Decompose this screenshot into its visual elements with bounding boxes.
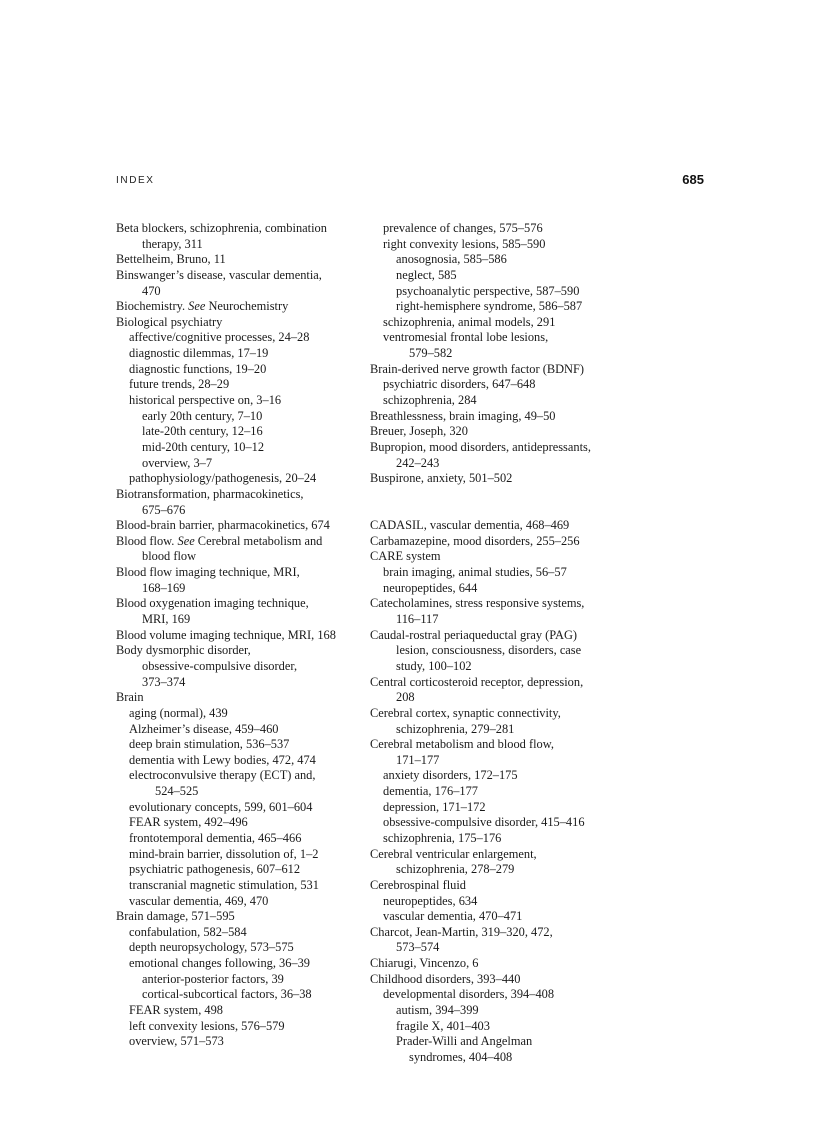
index-subentry: pathophysiology/pathogenesis, 20–24 (129, 471, 317, 486)
index-entry: Buspirone, anxiety, 501–502 (370, 471, 513, 486)
index-entry: CADASIL, vascular dementia, 468–469 (370, 518, 570, 533)
index-subentry: Alzheimer’s disease, 459–460 (129, 721, 279, 736)
index-entry: Binswanger’s disease, vascular dementia, (116, 267, 322, 282)
index-entry: Central corticosteroid receptor, depression, (370, 674, 584, 689)
index-entry: Bupropion, mood disorders, antidepressants, (370, 439, 591, 454)
index-entry: Cerebral cortex, synaptic connectivity, (370, 705, 561, 720)
index-subentry: syndromes, 404–408 (409, 1049, 513, 1064)
index-subentry: anosognosia, 585–586 (396, 252, 507, 267)
index-subentry: schizophrenia, 279–281 (396, 721, 515, 736)
index-subentry: therapy, 311 (142, 236, 203, 251)
index-subentry: vascular dementia, 469, 470 (129, 893, 269, 908)
index-entry: Caudal-rostral periaqueductal gray (PAG) (370, 627, 578, 642)
index-subentry: developmental disorders, 394–408 (383, 987, 555, 1002)
index-entry: Breuer, Joseph, 320 (370, 424, 468, 439)
index-entry: Brain damage, 571–595 (116, 909, 235, 924)
index-subentry: depth neuropsychology, 573–575 (129, 940, 294, 955)
index-subentry: 470 (142, 283, 161, 298)
index-subentry: 373–374 (142, 674, 186, 689)
running-head: INDEX (116, 175, 155, 186)
index-entry: Blood oxygenation imaging technique, (116, 596, 309, 611)
index-subentry: obsessive-compulsive disorder, (142, 658, 298, 673)
index-entry: Body dysmorphic disorder, (116, 643, 251, 658)
page-number: 685 (682, 172, 704, 187)
index-subentry: right convexity lesions, 585–590 (383, 236, 546, 251)
index-subentry: 242–243 (396, 455, 440, 470)
index-entry: Chiarugi, Vincenzo, 6 (370, 956, 479, 971)
index-entry: Biotransformation, pharmacokinetics, (116, 486, 304, 501)
index-subentry: neuropeptides, 644 (383, 580, 478, 595)
index-subentry: 524–525 (155, 784, 199, 799)
index-subentry: electroconvulsive therapy (ECT) and, (129, 768, 316, 783)
index-entry: Cerebral ventricular enlargement, (370, 846, 537, 861)
index-subentry: obsessive-compulsive disorder, 415–416 (383, 815, 585, 830)
index-subentry: aging (normal), 439 (129, 705, 228, 720)
index-subentry: brain imaging, animal studies, 56–57 (383, 565, 567, 580)
index-subentry: mind-brain barrier, dissolution of, 1–2 (129, 846, 319, 861)
index-entry: Beta blockers, schizophrenia, combination (116, 221, 327, 235)
index-subentry: overview, 571–573 (129, 1034, 224, 1049)
index-subentry: vascular dementia, 470–471 (383, 909, 523, 924)
index-entry: Cerebral metabolism and blood flow, (370, 737, 554, 752)
index-subentry: deep brain stimulation, 536–537 (129, 737, 290, 752)
index-subentry: schizophrenia, 278–279 (396, 862, 515, 877)
index-subentry: ventromesial frontal lobe lesions, (383, 330, 549, 345)
index-subentry: 208 (396, 690, 415, 705)
index-entry: Blood flow imaging technique, MRI, (116, 565, 300, 580)
index-subentry: blood flow (142, 549, 197, 564)
index-entry: Carbamazepine, mood disorders, 255–256 (370, 533, 580, 548)
index-subentry: 573–574 (396, 940, 440, 955)
index-subentry: fragile X, 401–403 (396, 1018, 490, 1033)
index-subentry: FEAR system, 492–496 (129, 815, 248, 830)
index-subentry: neuropeptides, 634 (383, 893, 478, 908)
index-entry: Blood-brain barrier, pharmacokinetics, 674 (116, 518, 330, 533)
index-subentry: Prader-Willi and Angelman (396, 1034, 533, 1049)
index-subentry: prevalence of changes, 575–576 (383, 221, 543, 235)
index-subentry: psychiatric pathogenesis, 607–612 (129, 862, 301, 877)
index-entry: Brain-derived nerve growth factor (BDNF) (370, 361, 585, 376)
index-subentry: psychoanalytic perspective, 587–590 (396, 283, 580, 298)
index-subentry: overview, 3–7 (142, 455, 213, 470)
index-subentry: transcranial magnetic stimulation, 531 (129, 877, 319, 892)
section-gap (370, 487, 600, 503)
index-subentry: dementia, 176–177 (383, 784, 478, 799)
index-subentry: autism, 394–399 (396, 1003, 479, 1018)
index-subentry: early 20th century, 7–10 (142, 408, 263, 423)
index-subentry: late-20th century, 12–16 (142, 424, 263, 439)
index-subentry: study, 100–102 (396, 658, 472, 673)
index-subentry: evolutionary concepts, 599, 601–604 (129, 799, 313, 814)
index-subentry: affective/cognitive processes, 24–28 (129, 330, 310, 345)
index-subentry: emotional changes following, 36–39 (129, 956, 311, 971)
index-subentry: 116–117 (396, 612, 439, 627)
index-subentry: schizophrenia, animal models, 291 (383, 314, 556, 329)
index-entry: Biochemistry. See Neurochemistry (116, 299, 289, 314)
index-entry: Childhood disorders, 393–440 (370, 971, 521, 986)
index-entry: Catecholamines, stress responsive systems, (370, 596, 585, 611)
index-entry: CARE system (370, 549, 441, 564)
index-subentry: confabulation, 582–584 (129, 924, 247, 939)
index-subentry: neglect, 585 (396, 267, 457, 282)
index-entry: Brain (116, 690, 144, 705)
index-subentry: schizophrenia, 175–176 (383, 830, 502, 845)
index-subentry: depression, 171–172 (383, 799, 486, 814)
index-column-right (370, 221, 600, 1066)
index-subentry: diagnostic dilemmas, 17–19 (129, 346, 269, 361)
index-subentry: 579–582 (409, 346, 453, 361)
index-column-left (116, 221, 340, 1050)
index-entry: Bettelheim, Bruno, 11 (116, 252, 226, 267)
index-subentry: diagnostic functions, 19–20 (129, 361, 267, 376)
index-subentry: dementia with Lewy bodies, 472, 474 (129, 752, 316, 767)
index-subentry: FEAR system, 498 (129, 1003, 223, 1018)
index-subentry: mid-20th century, 10–12 (142, 439, 265, 454)
index-subentry: anterior-posterior factors, 39 (142, 971, 284, 986)
index-subentry: historical perspective on, 3–16 (129, 393, 282, 408)
index-entry: Cerebrospinal fluid (370, 877, 467, 892)
index-entry: Biological psychiatry (116, 314, 223, 329)
index-subentry: schizophrenia, 284 (383, 393, 477, 408)
index-subentry: anxiety disorders, 172–175 (383, 768, 518, 783)
index-entry: Breathlessness, brain imaging, 49–50 (370, 408, 556, 423)
index-subentry: MRI, 169 (142, 612, 191, 627)
section-gap (370, 503, 600, 519)
index-entry: Blood flow. See Cerebral metabolism and (116, 533, 323, 548)
index-entry: Charcot, Jean-Martin, 319–320, 472, (370, 924, 553, 939)
index-subentry: psychiatric disorders, 647–648 (383, 377, 536, 392)
index-entry: Blood volume imaging technique, MRI, 168 (116, 627, 336, 642)
index-subentry: future trends, 28–29 (129, 377, 230, 392)
index-subentry: lesion, consciousness, disorders, case (396, 643, 582, 658)
index-subentry: left convexity lesions, 576–579 (129, 1018, 285, 1033)
index-subentry: cortical-subcortical factors, 36–38 (142, 987, 312, 1002)
index-subentry: right-hemisphere syndrome, 586–587 (396, 299, 583, 314)
index-subentry: 168–169 (142, 580, 186, 595)
index-subentry: 171–177 (396, 752, 440, 767)
index-subentry: 675–676 (142, 502, 186, 517)
index-subentry: frontotemporal dementia, 465–466 (129, 830, 302, 845)
